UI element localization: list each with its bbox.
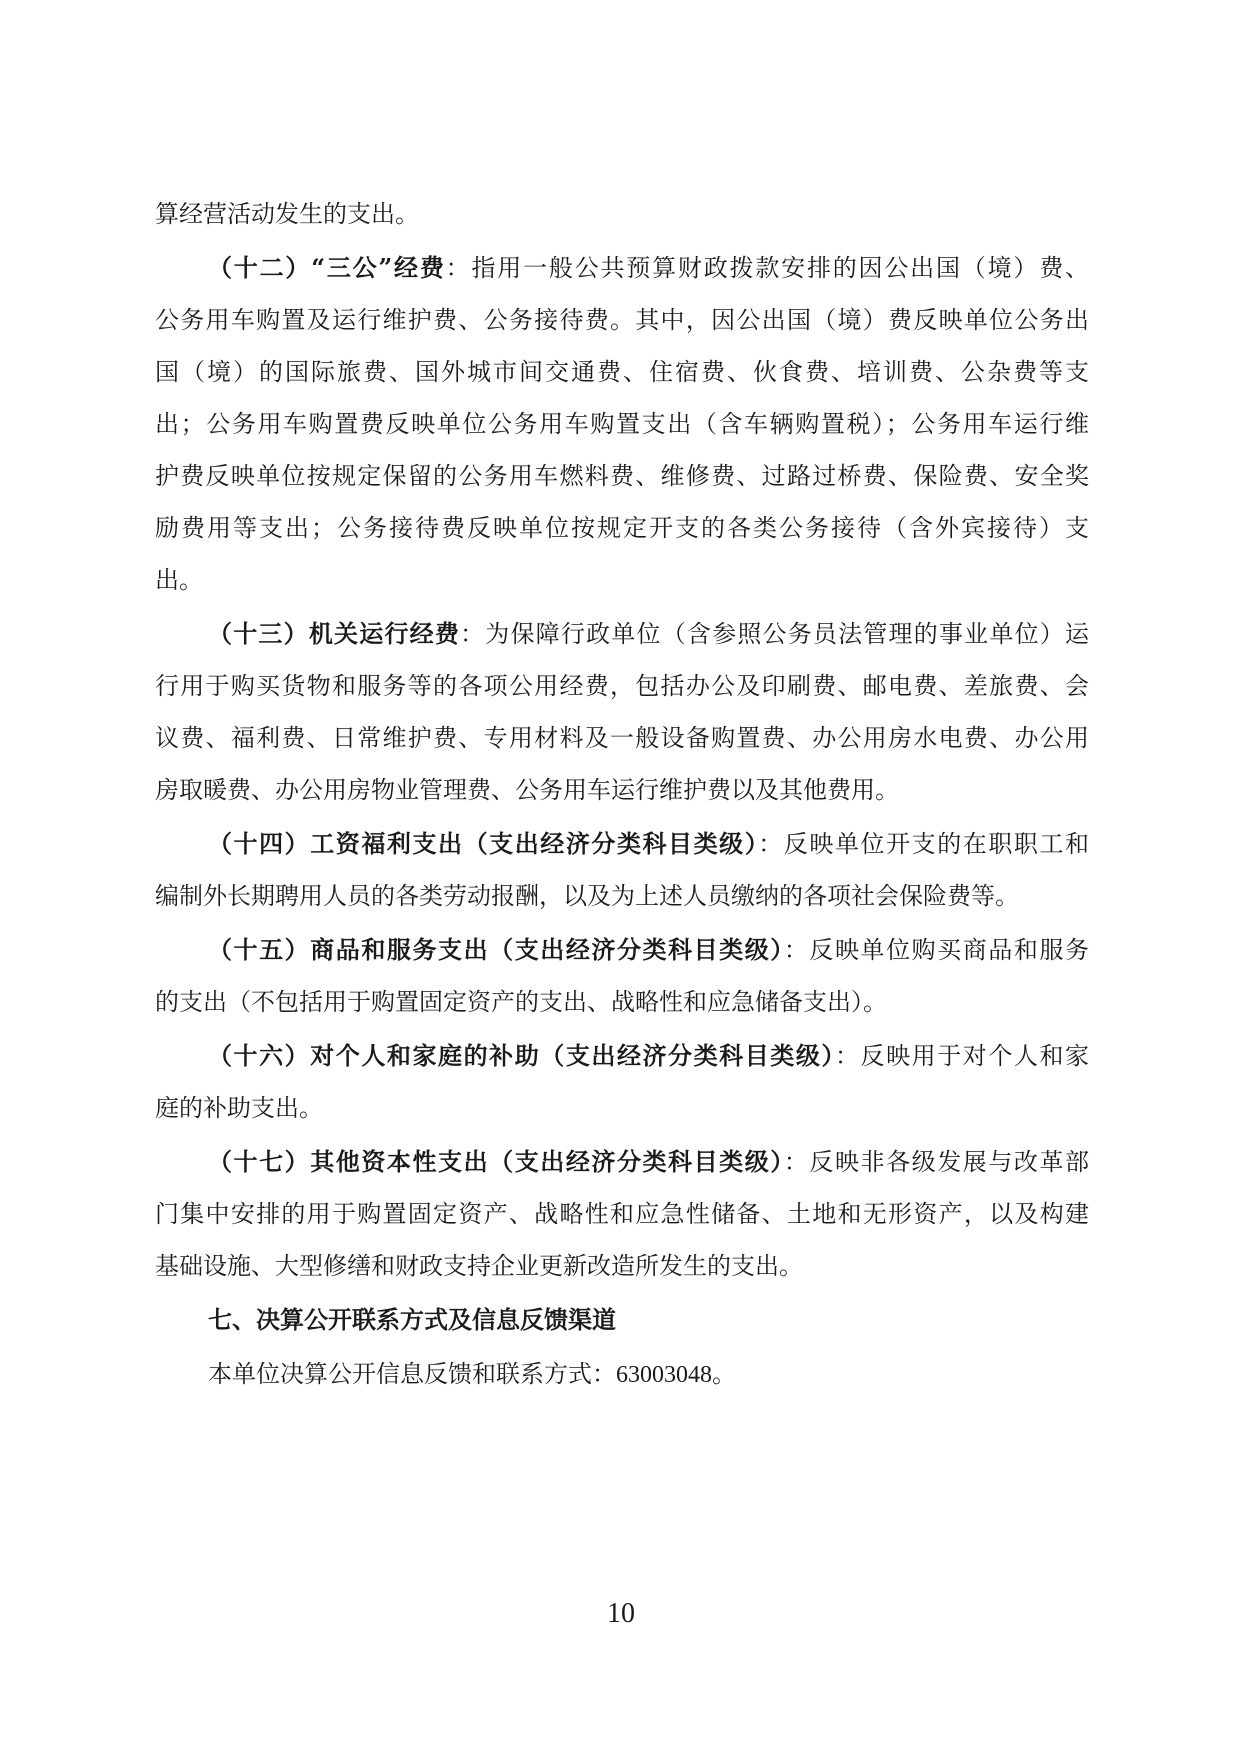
paragraph-line — [155, 1090, 1089, 1126]
paragraph-term-thirteen — [208, 616, 1089, 652]
paragraph-line — [155, 510, 1089, 546]
paragraph-term-twelve — [208, 250, 1089, 286]
paragraph-line — [155, 458, 1089, 494]
page-number: 10 — [607, 1598, 635, 1629]
paragraph-line — [155, 772, 1089, 808]
paragraph-term-seventeen — [208, 1144, 1089, 1180]
paragraph-line — [155, 354, 1089, 390]
paragraph-line — [155, 668, 1089, 704]
text-run: ：反映用于对个人和家 — [834, 1042, 1089, 1070]
text-run: 庭的补助支出。 — [155, 1094, 323, 1122]
text-run: ：反映非各级发展与改革部 — [783, 1148, 1089, 1176]
text-run: 的支出（不包括用于购置固定资产的支出、战略性和应急储备支出）。 — [155, 988, 887, 1016]
text-run: ：为保障行政单位（含参照公务员法管理的事业单位）运 — [460, 620, 1089, 648]
term-label: （十六）对个人和家庭的补助（支出经济分类科目类级） — [208, 1041, 835, 1070]
text-run: 算经营活动发生的支出。 — [155, 200, 419, 228]
text-run: 出；公务用车购置费反映单位公务用车购置支出（含车辆购置税）；公务用车运行维 — [155, 410, 1089, 438]
paragraph-line — [155, 406, 1089, 442]
text-run: 房取暖费、办公用房物业管理费、公务用车运行维护费以及其他费用。 — [155, 776, 899, 804]
text-run: 公务用车购置及运行维护费、公务接待费。其中，因公出国（境）费反映单位公务出 — [155, 306, 1089, 334]
text-run: ：指用一般公共预算财政拨款安排的因公出国（境）费、 — [445, 254, 1089, 282]
section-heading: 七、决算公开联系方式及信息反馈渠道 — [208, 1305, 616, 1334]
paragraph-line — [155, 196, 1089, 232]
text-run: 编制外长期聘用人员的各类劳动报酬，以及为上述人员缴纳的各项社会保险费等。 — [155, 882, 1019, 910]
paragraph-term-fourteen — [208, 826, 1089, 862]
paragraph-line — [155, 1248, 1089, 1284]
paragraph-line — [155, 1196, 1089, 1232]
paragraph-line — [155, 878, 1089, 914]
term-label: （十二）“三公”经费 — [208, 253, 446, 282]
paragraph-line — [155, 562, 1089, 598]
text-run: 出。 — [155, 566, 203, 594]
text-run: 。 — [712, 1360, 736, 1388]
text-run: 门集中安排的用于购置固定资产、战略性和应急性储备、土地和无形资产，以及构建 — [155, 1200, 1089, 1228]
text-run: 基础设施、大型修缮和财政支持企业更新改造所发生的支出。 — [155, 1252, 803, 1280]
term-label: （十四）工资福利支出（支出经济分类科目类级） — [208, 829, 759, 858]
text-run: ：反映单位购买商品和服务 — [783, 936, 1089, 964]
term-label: （十七）其他资本性支出（支出经济分类科目类级） — [208, 1147, 784, 1176]
contact-label: 本单位决算公开信息反馈和联系方式： — [208, 1360, 616, 1388]
text-run: ：反映单位开支的在职职工和 — [758, 830, 1089, 858]
text-run: 国（境）的国际旅费、国外城市间交通费、住宿费、伙食费、培训费、公杂费等支 — [155, 358, 1089, 386]
term-label: （十五）商品和服务支出（支出经济分类科目类级） — [208, 935, 784, 964]
text-run: 护费反映单位按规定保留的公务用车燃料费、维修费、过路过桥费、保险费、安全奖 — [155, 462, 1089, 490]
paragraph-line — [155, 720, 1089, 756]
paragraph-line — [155, 302, 1089, 338]
text-run: 励费用等支出；公务接待费反映单位按规定开支的各类公务接待（含外宾接待）支 — [155, 514, 1089, 542]
contact-line — [208, 1356, 736, 1393]
paragraph-term-sixteen — [208, 1038, 1089, 1074]
text-run: 议费、福利费、日常维护费、专用材料及一般设备购置费、办公用房水电费、办公用 — [155, 724, 1089, 752]
term-label: （十三）机关运行经费 — [208, 619, 461, 648]
text-run: 行用于购买货物和服务等的各项公用经费，包括办公及印刷费、邮电费、差旅费、会 — [155, 672, 1089, 700]
contact-phone: 63003048 — [616, 1362, 712, 1388]
paragraph-line — [155, 984, 1089, 1020]
paragraph-term-fifteen — [208, 932, 1089, 968]
